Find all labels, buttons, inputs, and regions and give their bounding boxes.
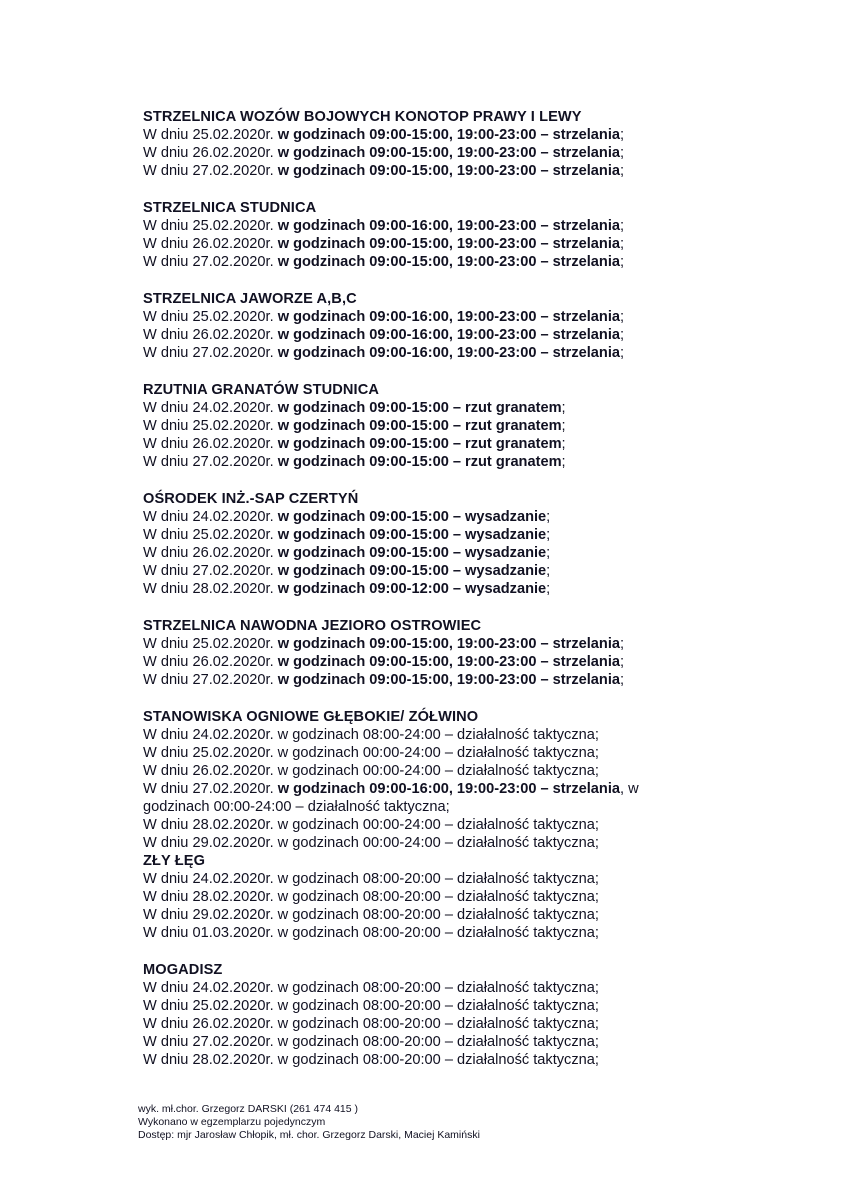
line-date: W dniu 29.02.2020r. w godzinach 00:00-24:00 – działalność taktyczna; — [143, 835, 599, 851]
schedule-line — [143, 888, 833, 906]
line-hours: w godzinach 09:00-15:00 – rzut granatem — [277, 436, 562, 452]
line-date: W dniu 25.02.2020r. — [143, 418, 278, 434]
line-date: W dniu 29.02.2020r. w godzinach 08:00-20:00 – działalność taktyczna; — [143, 907, 599, 923]
line-date: W dniu 24.02.2020r. w godzinach 08:00-20:00 – działalność taktyczna; — [143, 871, 599, 887]
schedule-line — [143, 906, 833, 924]
schedule-line — [143, 744, 833, 762]
line-date: W dniu 26.02.2020r. — [143, 327, 278, 343]
schedule-line — [143, 235, 833, 253]
schedule-line — [143, 544, 833, 562]
schedule-document — [143, 108, 833, 1088]
line-date: W dniu 24.02.2020r. — [143, 509, 278, 525]
schedule-line — [143, 162, 833, 180]
line-date: W dniu 28.02.2020r. — [143, 581, 278, 597]
schedule-line — [143, 126, 833, 144]
schedule-line — [143, 399, 833, 417]
line-date: W dniu 25.02.2020r. w godzinach 08:00-20:00 – działalność taktyczna; — [143, 998, 599, 1014]
line-date: W dniu 25.02.2020r. w godzinach 00:00-24:00 – działalność taktyczna; — [143, 745, 599, 761]
line-tail: ; — [620, 345, 625, 361]
section-heading: STRZELNICA NAWODNA JEZIORO OSTROWIEC — [143, 618, 482, 634]
section-heading: OŚRODEK INŻ.-SAP CZERTYŃ — [143, 491, 359, 507]
schedule-line — [143, 508, 833, 526]
line-tail: , w — [620, 781, 639, 797]
line-hours: w godzinach 09:00-15:00, 19:00-23:00 – strzelania — [277, 163, 620, 179]
line-hours: w godzinach 09:00-15:00 – rzut granatem — [277, 400, 562, 416]
section-heading: STANOWISKA OGNIOWE GŁĘBOKIE/ ZÓŁWINO — [143, 709, 479, 725]
line-tail: ; — [546, 527, 551, 543]
schedule-line — [143, 780, 833, 798]
section-heading: ZŁY ŁĘG — [143, 853, 206, 869]
schedule-line — [143, 834, 833, 852]
line-tail: ; — [546, 509, 551, 525]
line-tail: ; — [561, 436, 566, 452]
line-date: W dniu 28.02.2020r. w godzinach 08:00-20:00 – działalność taktyczna; — [143, 889, 599, 905]
line-date: W dniu 24.02.2020r. — [143, 400, 278, 416]
line-hours: w godzinach 09:00-15:00, 19:00-23:00 – strzelania — [277, 654, 620, 670]
line-date: W dniu 25.02.2020r. — [143, 218, 278, 234]
range-section — [143, 961, 833, 1069]
footer-access: Dostęp: mjr Jarosław Chłopik, mł. chor. Grzegorz Darski, Maciej Kamiński — [138, 1129, 480, 1141]
line-tail: ; — [546, 581, 551, 597]
section-heading: STRZELNICA STUDNICA — [143, 200, 317, 216]
line-hours: w godzinach 09:00-15:00, 19:00-23:00 – strzelania — [277, 672, 620, 688]
section-heading: RZUTNIA GRANATÓW STUDNICA — [143, 382, 379, 398]
schedule-line — [143, 253, 833, 271]
schedule-line — [143, 562, 833, 580]
line-hours: w godzinach 09:00-15:00, 19:00-23:00 – strzelania — [277, 145, 620, 161]
line-hours: w godzinach 09:00-16:00, 19:00-23:00 – strzelania — [277, 218, 620, 234]
line-tail: ; — [620, 672, 625, 688]
line-date: W dniu 27.02.2020r. — [143, 781, 278, 797]
line-date: W dniu 24.02.2020r. w godzinach 08:00-20:00 – działalność taktyczna; — [143, 980, 599, 996]
line-hours: w godzinach 09:00-15:00 – wysadzanie — [277, 563, 547, 579]
schedule-line — [143, 217, 833, 235]
line-date: W dniu 28.02.2020r. w godzinach 00:00-24:00 – działalność taktyczna; — [143, 817, 599, 833]
line-tail: ; — [620, 163, 625, 179]
schedule-line — [143, 453, 833, 471]
schedule-line — [143, 979, 833, 997]
line-tail: ; — [620, 654, 625, 670]
schedule-line — [143, 798, 833, 816]
line-tail: ; — [561, 418, 566, 434]
line-date: W dniu 28.02.2020r. w godzinach 08:00-20:00 – działalność taktyczna; — [143, 1052, 599, 1068]
schedule-line — [143, 726, 833, 744]
line-tail: ; — [546, 563, 551, 579]
schedule-line — [143, 1015, 833, 1033]
line-hours: w godzinach 09:00-15:00, 19:00-23:00 – strzelania — [277, 236, 620, 252]
line-date: godzinach 00:00-24:00 – działalność taktyczna; — [143, 799, 450, 815]
line-hours: w godzinach 09:00-15:00, 19:00-23:00 – strzelania — [277, 254, 620, 270]
line-hours: w godzinach 09:00-15:00 – rzut granatem — [277, 418, 562, 434]
line-date: W dniu 27.02.2020r. — [143, 163, 278, 179]
range-section — [143, 108, 833, 180]
document-footer — [138, 1103, 480, 1142]
line-hours: w godzinach 09:00-15:00, 19:00-23:00 – strzelania — [277, 127, 620, 143]
section-heading: STRZELNICA WOZÓW BOJOWYCH KONOTOP PRAWY I LEWY — [143, 109, 582, 125]
line-date: W dniu 27.02.2020r. — [143, 563, 278, 579]
schedule-line — [143, 1033, 833, 1051]
line-tail: ; — [620, 127, 625, 143]
line-date: W dniu 27.02.2020r. — [143, 454, 278, 470]
line-tail: ; — [561, 454, 566, 470]
line-date: W dniu 01.03.2020r. w godzinach 08:00-20:00 – działalność taktyczna; — [143, 925, 599, 941]
schedule-line — [143, 417, 833, 435]
line-date: W dniu 26.02.2020r. w godzinach 00:00-24:00 – działalność taktyczna; — [143, 763, 599, 779]
line-tail: ; — [546, 545, 551, 561]
schedule-line — [143, 435, 833, 453]
schedule-line — [143, 997, 833, 1015]
section-heading: MOGADISZ — [143, 962, 223, 978]
line-date: W dniu 26.02.2020r. w godzinach 08:00-20:00 – działalność taktyczna; — [143, 1016, 599, 1032]
line-hours: w godzinach 09:00-16:00, 19:00-23:00 – strzelania — [277, 345, 620, 361]
schedule-line — [143, 326, 833, 344]
footer-copies: Wykonano w egzemplarzu pojedynczym — [138, 1116, 326, 1128]
line-date: W dniu 25.02.2020r. — [143, 309, 278, 325]
range-section — [143, 290, 833, 362]
line-tail: ; — [620, 254, 625, 270]
line-hours: w godzinach 09:00-12:00 – wysadzanie — [277, 581, 547, 597]
section-heading: STRZELNICA JAWORZE A,B,C — [143, 291, 357, 307]
range-section — [143, 708, 833, 852]
line-tail: ; — [620, 236, 625, 252]
line-hours: w godzinach 09:00-15:00 – wysadzanie — [277, 545, 547, 561]
line-hours: w godzinach 09:00-15:00 – wysadzanie — [277, 527, 547, 543]
schedule-line — [143, 653, 833, 671]
line-date: W dniu 27.02.2020r. w godzinach 08:00-20:00 – działalność taktyczna; — [143, 1034, 599, 1050]
schedule-line — [143, 870, 833, 888]
line-date: W dniu 27.02.2020r. — [143, 672, 278, 688]
range-section — [143, 381, 833, 471]
line-date: W dniu 25.02.2020r. — [143, 636, 278, 652]
footer-author: wyk. mł.chor. Grzegorz DARSKI (261 474 415 ) — [138, 1103, 359, 1115]
line-date: W dniu 27.02.2020r. — [143, 345, 278, 361]
line-hours: w godzinach 09:00-16:00, 19:00-23:00 – strzelania — [277, 781, 620, 797]
schedule-line — [143, 308, 833, 326]
schedule-line — [143, 762, 833, 780]
schedule-line — [143, 924, 833, 942]
line-hours: w godzinach 09:00-16:00, 19:00-23:00 – strzelania — [277, 309, 620, 325]
line-hours: w godzinach 09:00-15:00, 19:00-23:00 – strzelania — [277, 636, 620, 652]
line-date: W dniu 26.02.2020r. — [143, 654, 278, 670]
line-tail: ; — [620, 309, 625, 325]
schedule-line — [143, 580, 833, 598]
line-date: W dniu 25.02.2020r. — [143, 127, 278, 143]
range-section — [143, 852, 833, 942]
schedule-line — [143, 671, 833, 689]
schedule-line — [143, 144, 833, 162]
schedule-line — [143, 635, 833, 653]
line-date: W dniu 26.02.2020r. — [143, 436, 278, 452]
line-date: W dniu 26.02.2020r. — [143, 545, 278, 561]
line-date: W dniu 27.02.2020r. — [143, 254, 278, 270]
line-date: W dniu 26.02.2020r. — [143, 145, 278, 161]
line-tail: ; — [561, 400, 566, 416]
line-hours: w godzinach 09:00-16:00, 19:00-23:00 – strzelania — [277, 327, 620, 343]
line-tail: ; — [620, 327, 625, 343]
line-tail: ; — [620, 636, 625, 652]
schedule-line — [143, 526, 833, 544]
range-section — [143, 490, 833, 598]
schedule-line — [143, 816, 833, 834]
range-section — [143, 199, 833, 271]
line-hours: w godzinach 09:00-15:00 – wysadzanie — [277, 509, 547, 525]
line-tail: ; — [620, 218, 625, 234]
line-hours: w godzinach 09:00-15:00 – rzut granatem — [277, 454, 562, 470]
schedule-line — [143, 344, 833, 362]
line-date: W dniu 24.02.2020r. w godzinach 08:00-24:00 – działalność taktyczna; — [143, 727, 599, 743]
schedule-line — [143, 1051, 833, 1069]
line-tail: ; — [620, 145, 625, 161]
line-date: W dniu 25.02.2020r. — [143, 527, 278, 543]
line-date: W dniu 26.02.2020r. — [143, 236, 278, 252]
range-section — [143, 617, 833, 689]
